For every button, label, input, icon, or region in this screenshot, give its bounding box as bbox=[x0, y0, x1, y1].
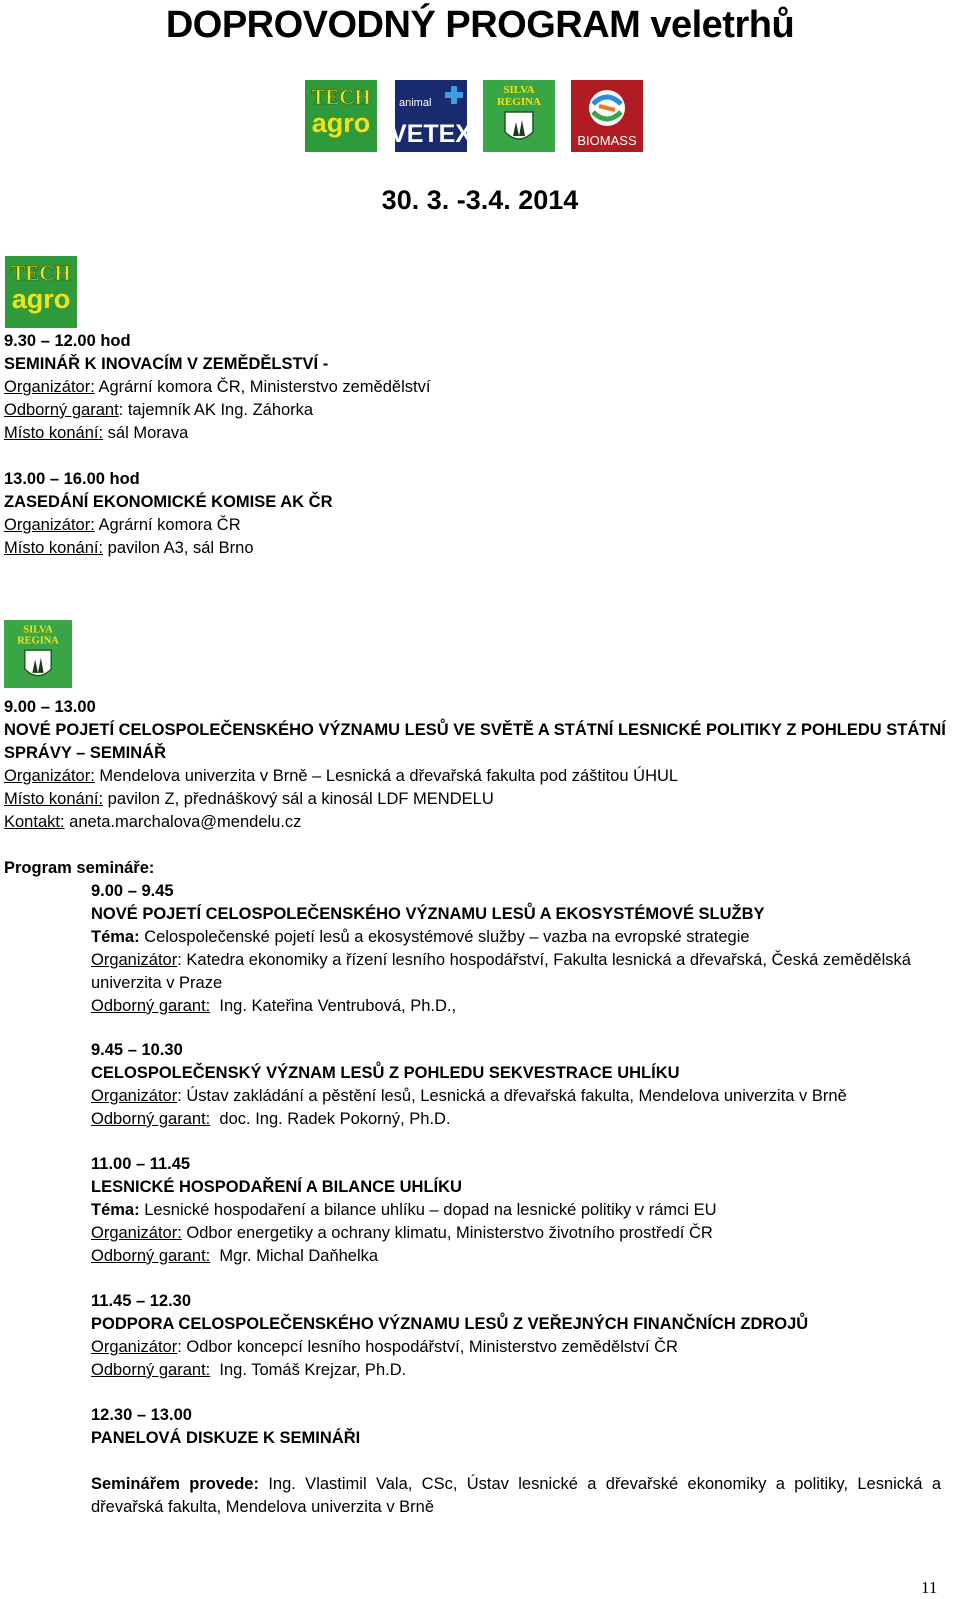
page-title: DOPROVODNÝ PROGRAM veletrhů bbox=[165, 4, 795, 46]
vetex-logo-line2: VETEX bbox=[390, 120, 472, 148]
row-value: Agrární komora ČR, Ministerstvo zemědělství bbox=[98, 378, 431, 396]
tema-label: Téma: bbox=[91, 1201, 140, 1219]
vetex-logo-line1: animal bbox=[399, 97, 432, 109]
row-value: pavilon Z, přednáškový sál a kinosál LDF MENDELU bbox=[107, 790, 494, 808]
silva-regina-logo bbox=[483, 80, 555, 152]
session-organizer bbox=[91, 1222, 951, 1245]
row-value: doc. Ing. Radek Pokorný, Ph.D. bbox=[219, 1110, 451, 1128]
session-2 bbox=[91, 1039, 951, 1131]
row-label: Odborný garant bbox=[4, 401, 119, 419]
session-time: 9.45 – 10.30 bbox=[91, 1041, 183, 1059]
seminar-moderator bbox=[91, 1473, 941, 1519]
silva-logo-line1: SILVA bbox=[503, 84, 535, 96]
row-label: Organizátor: bbox=[4, 516, 95, 534]
tema-label: Téma: bbox=[91, 928, 140, 946]
row-label: Organizátor: bbox=[4, 378, 95, 396]
row-value: tajemník AK Ing. Záhorka bbox=[127, 401, 314, 419]
row-label: Odborný garant: bbox=[91, 1361, 211, 1379]
session-organizer: Organizátor: Odbor koncepcí lesního hospodářství, Ministerstvo zemědělství ČR bbox=[91, 1338, 678, 1356]
program-heading: Program semináře: bbox=[4, 859, 155, 877]
row-label: Organizátor: bbox=[91, 1224, 182, 1242]
session-4 bbox=[91, 1290, 951, 1382]
row-value: Ing. Tomáš Krejzar, Ph.D. bbox=[219, 1361, 407, 1379]
event-row-organizer bbox=[4, 765, 954, 788]
techagro-section-logo-line1: TECH bbox=[11, 261, 71, 285]
techagro-logo-line1: TECH bbox=[311, 85, 371, 109]
row-value: Ing. Kateřina Ventrubová, Ph.D., bbox=[219, 997, 457, 1015]
techagro-logo-line2: agro bbox=[311, 108, 371, 138]
row-label: Odborný garant: bbox=[91, 1247, 211, 1265]
session-garant bbox=[91, 1359, 951, 1382]
silva-logo-line2: REGINA bbox=[496, 96, 542, 108]
moderator-value: Ing. Vlastimil Vala, CSc, Ústav lesnické a dřevařské ekonomiky a politiky, Lesnická a dřevařská fakulta, Mendelova univerzita v Brně bbox=[91, 1475, 941, 1516]
session-tema bbox=[91, 1199, 951, 1222]
row-value: Ústav zakládání a pěstění lesů, Lesnická a dřevařská fakulta, Mendelova univerzita v Brně bbox=[186, 1087, 847, 1105]
row-value: Odbor koncepcí lesního hospodářství, Ministerstvo zemědělství ČR bbox=[186, 1338, 678, 1356]
techagro-section-logo-line2: agro bbox=[11, 284, 71, 314]
techagro-event-1 bbox=[4, 330, 954, 445]
session-1 bbox=[91, 880, 951, 1018]
event-time: 13.00 – 16.00 hod bbox=[4, 470, 140, 488]
tema-value: Celospolečenské pojetí lesů a ekosystémové služby – vazba na evropské strategie bbox=[144, 928, 750, 946]
event-row-place bbox=[4, 537, 954, 560]
row-value: Mgr. Michal Daňhelka bbox=[219, 1247, 379, 1265]
contact-email[interactable]: aneta.marchalova@mendelu.cz bbox=[69, 813, 302, 831]
session-3 bbox=[91, 1153, 951, 1268]
session-time: 11.45 – 12.30 bbox=[91, 1292, 192, 1310]
session-title: CELOSPOLEČENSKÝ VÝZNAM LESŮ Z POHLEDU SEKVESTRACE UHLÍKU bbox=[91, 1064, 680, 1082]
event-row-contact bbox=[4, 811, 954, 834]
session-organizer: Organizátor: Ústav zakládání a pěstění lesů, Lesnická a dřevařská fakulta, Mendelova univerzita v Brně bbox=[91, 1087, 847, 1105]
row-label: Organizátor bbox=[91, 1087, 178, 1105]
session-5 bbox=[91, 1404, 951, 1450]
event-title: NOVÉ POJETÍ CELOSPOLEČENSKÉHO VÝZNAMU LESŮ VE SVĚTĚ A STÁTNÍ LESNICKÉ POLITIKY Z POHLEDU STÁTNÍ SPRÁVY – SEMINÁŘ bbox=[4, 721, 946, 762]
techagro-section-logo bbox=[5, 256, 77, 328]
techagro-logo bbox=[305, 80, 377, 152]
row-label: Organizátor bbox=[91, 1338, 178, 1356]
row-label: Místo konání: bbox=[4, 424, 104, 442]
event-row-organizer bbox=[4, 514, 954, 537]
event-time: 9.30 – 12.00 hod bbox=[4, 332, 131, 350]
row-value: Katedra ekonomiky a řízení lesního hospodářství, Fakulta lesnická a dřevařská, Česká zemědělská univerzita v Praze bbox=[91, 951, 911, 992]
session-garant bbox=[91, 1245, 951, 1268]
silva-regina-section-logo bbox=[4, 619, 72, 689]
silva-event bbox=[4, 696, 954, 834]
techagro-event-2 bbox=[4, 468, 954, 560]
event-row-place bbox=[4, 422, 954, 445]
row-value: Odbor energetiky a ochrany klimatu, Ministerstvo životního prostředí ČR bbox=[186, 1224, 713, 1242]
moderator-label: Seminářem provede: bbox=[91, 1475, 259, 1493]
event-title: ZASEDÁNÍ EKONOMICKÉ KOMISE AK ČR bbox=[4, 493, 333, 511]
silva-section-logo-line2: REGINA bbox=[17, 635, 59, 647]
event-row-place bbox=[4, 788, 954, 811]
session-garant bbox=[91, 1108, 951, 1131]
page-number: 11 bbox=[921, 1578, 938, 1597]
session-time: 12.30 – 13.00 bbox=[91, 1406, 192, 1424]
row-label: Organizátor bbox=[91, 951, 178, 969]
session-tema bbox=[91, 926, 951, 949]
row-label: Kontakt: bbox=[4, 813, 65, 831]
tema-value: Lesnické hospodaření a bilance uhlíku – dopad na lesnické politiky v rámci EU bbox=[144, 1201, 717, 1219]
session-time: 11.00 – 11.45 bbox=[91, 1155, 191, 1173]
row-value: sál Morava bbox=[107, 424, 189, 442]
row-value: Mendelova univerzita v Brně – Lesnická a dřevařská fakulta pod záštitou ÚHUL bbox=[99, 767, 679, 785]
row-label: Organizátor: bbox=[4, 767, 95, 785]
row-label: Odborný garant: bbox=[91, 1110, 211, 1128]
row-sep: : bbox=[118, 401, 124, 419]
vetex-logo bbox=[390, 80, 472, 152]
event-title: SEMINÁŘ K INOVACÍM V ZEMĚDĚLSTVÍ - bbox=[4, 355, 329, 373]
session-organizer: Organizátor: Katedra ekonomiky a řízení lesního hospodářství, Fakulta lesnická a dřevařská, Česká zemědělská univerzita v Praze bbox=[91, 951, 911, 992]
session-time: 9.00 – 9.45 bbox=[91, 882, 174, 900]
event-row-organizer bbox=[4, 376, 954, 399]
event-time: 9.00 – 13.00 bbox=[4, 698, 96, 716]
silva-section-logo-line1: SILVA bbox=[23, 624, 53, 636]
row-label: Místo konání: bbox=[4, 790, 104, 808]
row-label: Místo konání: bbox=[4, 539, 104, 557]
session-garant bbox=[91, 995, 951, 1018]
biomass-logo-label: BIOMASS bbox=[577, 133, 637, 148]
session-title: NOVÉ POJETÍ CELOSPOLEČENSKÉHO VÝZNAMU LESŮ A EKOSYSTÉMOVÉ SLUŽBY bbox=[91, 905, 765, 923]
row-value: pavilon A3, sál Brno bbox=[107, 539, 254, 557]
session-title: LESNICKÉ HOSPODAŘENÍ A BILANCE UHLÍKU bbox=[91, 1178, 462, 1196]
row-value: Agrární komora ČR bbox=[98, 516, 241, 534]
event-row-garant bbox=[4, 399, 954, 422]
row-label: Odborný garant: bbox=[91, 997, 211, 1015]
session-title: PODPORA CELOSPOLEČENSKÉHO VÝZNAMU LESŮ Z VEŘEJNÝCH FINANČNÍCH ZDROJŮ bbox=[91, 1315, 809, 1333]
biomass-logo bbox=[571, 80, 643, 152]
fair-date: 30. 3. -3.4. 2014 bbox=[381, 185, 579, 215]
session-title: PANELOVÁ DISKUZE K SEMINÁŘI bbox=[91, 1429, 361, 1447]
